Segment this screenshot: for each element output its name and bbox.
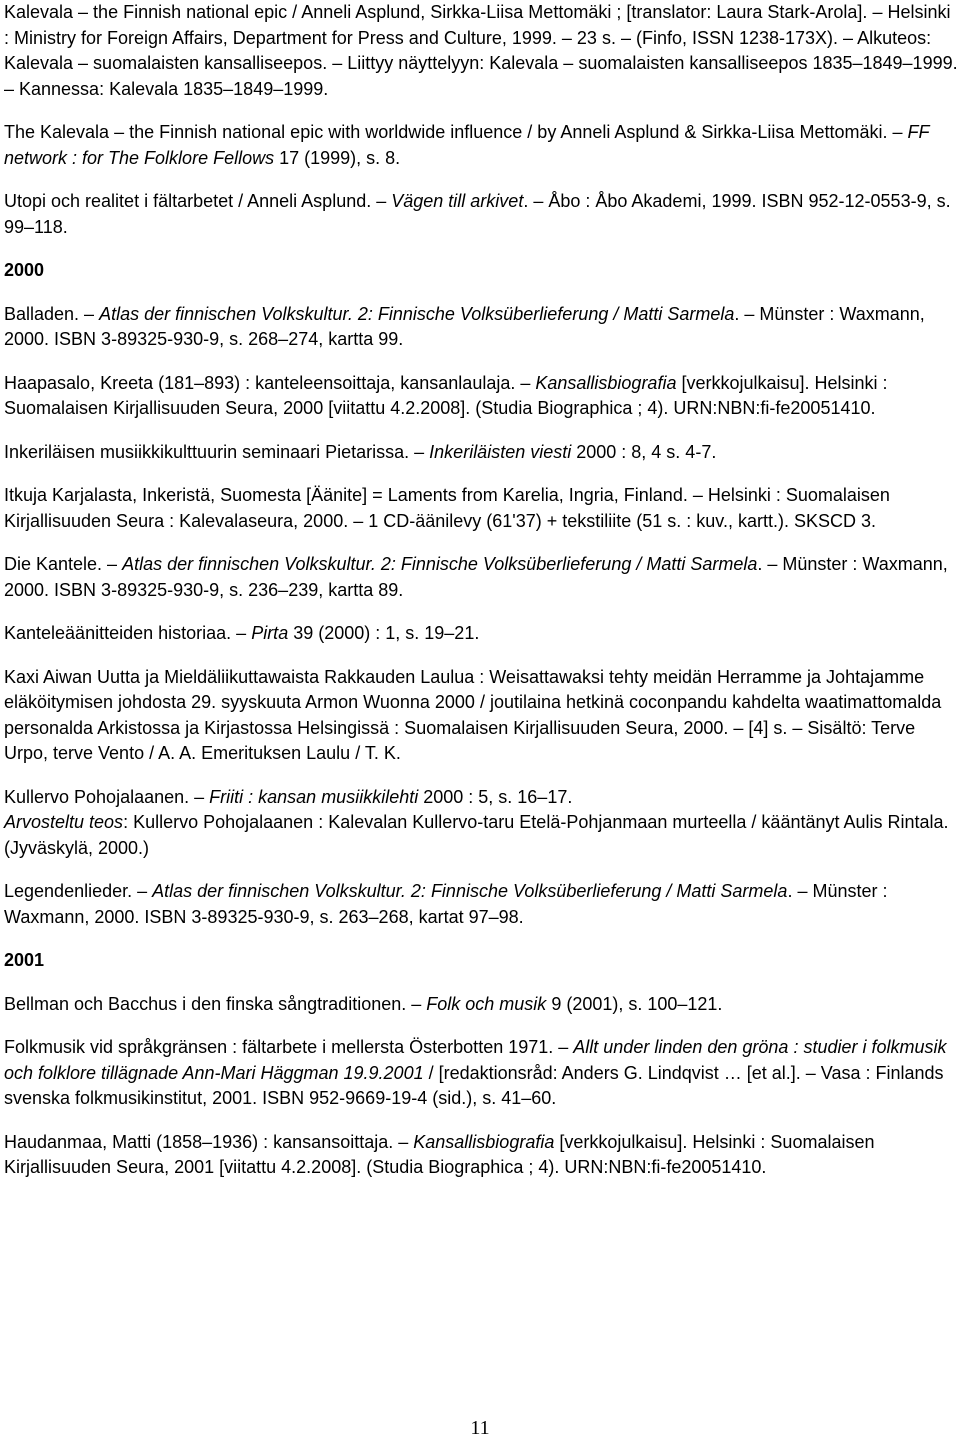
entry-title-italic: Allt under linden den gröna : studier i folkmusik och folklore tillägnade Ann-Mari Häggman 19.9.2001 (4, 1037, 947, 1083)
bibliography-entry (4, 621, 958, 647)
entry-spacer (4, 465, 958, 483)
entry-spacer (4, 422, 958, 440)
entry-title-italic: Atlas der finnischen Volkskultur. 2: Finnische Volksüberlieferung / Matti Sarmela (152, 881, 788, 901)
bibliography-list (4, 0, 958, 1181)
entry-title-italic: Friiti : kansan musiikkilehti (209, 786, 419, 807)
entry-spacer (4, 240, 958, 258)
bibliography-page (4, 0, 958, 1181)
entry-text: Die Kantele. – (4, 554, 123, 574)
year-heading: 2000 (4, 260, 45, 280)
entry-text: Utopi och realitet i fältarbetet / Anneli Asplund. – (4, 191, 392, 211)
entry-text: [verkkojulkaisu]. Helsinki : Suomalaisen Kirjallisuuden Seura, 2000 [viitattu 4.2.2008]. (Studia Biographica ; 4). URN:NBN:fi-fe20051410. (4, 372, 888, 418)
bibliography-entry (4, 371, 958, 422)
entry-spacer (4, 1017, 958, 1035)
entry-title-italic: Inkeriläisten viesti (429, 441, 572, 462)
entry-spacer (4, 171, 958, 189)
bibliography-entry (4, 1130, 958, 1181)
entry-text: Haudanmaa, Matti (1858–1936) : kansansoittaja. – (4, 1131, 414, 1152)
entry-title-italic: FF network : for The Folklore Fellows (4, 122, 930, 168)
entry-text: Inkeriläisen musiikkikulttuurin seminaari Pietarissa. – (4, 441, 430, 462)
bibliography-entry (4, 0, 958, 102)
bibliography-entry (4, 1035, 958, 1112)
bibliography-entry (4, 483, 958, 534)
entry-title-italic: Vägen till arkivet (391, 191, 524, 211)
bibliography-entry (4, 189, 958, 240)
entry-text: Kullervo Pohojalaanen. – (4, 786, 210, 807)
entry-title-italic: Kansallisbiografia (413, 1131, 555, 1152)
bibliography-entry (4, 992, 958, 1018)
bibliography-entry (4, 665, 958, 767)
year-heading: 2001 (4, 950, 45, 970)
entry-text: Folkmusik vid språkgränsen : fältarbete i mellersta Österbotten 1971. – (4, 1037, 574, 1057)
entry-text: Legendenlieder. – (4, 881, 153, 901)
entry-spacer (4, 974, 958, 992)
entry-text: 9 (2001), s. 100–121. (546, 993, 723, 1014)
entry-text: : Kullervo Pohojalaanen : Kalevalan Kullervo-taru Etelä-Pohjanmaan murteella / kääntänyt Aulis Rintala. (Jyväskylä, 2000.) (4, 812, 949, 858)
entry-spacer (4, 1112, 958, 1130)
bibliography-entry (4, 440, 958, 466)
entry-text: Itkuja Karjalasta, Inkeristä, Suomesta [Äänite] = Laments from Karelia, Ingria, Finland. – Helsinki : Suomalaisen Kirjallisuuden Seura : Kalevalaseura, 2000. – 1 CD-äänilevy (61'37) + tekstiliite (51 s. : kuv., kartt.). SKSCD 3. (4, 485, 890, 531)
entry-text: . – Åbo : Åbo Akademi, 1999. ISBN 952-12-0553-9, s. 99–118. (4, 191, 951, 237)
entry-spacer (4, 284, 958, 302)
entry-text: / [redaktionsråd: Anders G. Lindqvist … [et al.]. – Vasa : Finlands svenska folkmusikinstitut, 2001. ISBN 952-9669-19-4 (sid.), s. 41–60. (4, 1062, 944, 1108)
entry-text: 2000 : 5, s. 16–17. (418, 786, 573, 807)
entry-spacer (4, 647, 958, 665)
entry-text: 39 (2000) : 1, s. 19–21. (288, 623, 480, 643)
bibliography-entry (4, 120, 958, 171)
bibliography-entry (4, 879, 958, 930)
entry-text: . – Münster : Waxmann, 2000. ISBN 3-89325-930-9, s. 268–274, kartta 99. (4, 303, 925, 349)
entry-text: Balladen. – (4, 303, 100, 324)
bibliography-entry (4, 552, 958, 603)
entry-text: . – Münster : Waxmann, 2000. ISBN 3-89325-930-9, s. 263–268, kartat 97–98. (4, 881, 888, 927)
entry-spacer (4, 603, 958, 621)
entry-spacer (4, 930, 958, 948)
entry-text: 17 (1999), s. 8. (274, 147, 401, 168)
entry-title-italic: Kansallisbiografia (535, 372, 677, 393)
entry-title-italic: Folk och musik (426, 993, 547, 1014)
entry-text: . – Münster : Waxmann, 2000. ISBN 3-89325-930-9, s. 236–239, kartta 89. (4, 554, 948, 600)
entry-spacer (4, 861, 958, 879)
entry-spacer (4, 534, 958, 552)
entry-title-italic: Atlas der finnischen Volkskultur. 2: Finnische Volksüberlieferung / Matti Sarmela (99, 303, 735, 324)
bibliography-entry (4, 302, 958, 353)
entry-text: Kalevala – the Finnish national epic / Anneli Asplund, Sirkka-Liisa Mettomäki ; [translator: Laura Stark-Arola]. – Helsinki : Ministry for Foreign Affairs, Department for Press and Culture, 1999. – 23 s. – (Finfo, ISSN 1238-173X). – Alkuteos: Kalevala – suomalaisten kansalliseepos. – Liittyy näyttelyyn: Kalevala – suomalaisten kansalliseepos 1835–1849–1999. – Kannessa: Kalevala 1835–1849–1999. (4, 2, 958, 99)
entry-text: The Kalevala – the Finnish national epic with worldwide influence / by Anneli Asplund & Sirkka-Liisa Mettomäki. – (4, 122, 908, 142)
bibliography-entry (4, 785, 958, 862)
entry-spacer (4, 353, 958, 371)
entry-spacer (4, 767, 958, 785)
entry-text: [verkkojulkaisu]. Helsinki : Suomalaisen Kirjallisuuden Seura, 2001 [viitattu 4.2.2008]. (Studia Biographica ; 4). URN:NBN:fi-fe20051410. (4, 1131, 875, 1177)
entry-spacer (4, 102, 958, 120)
entry-text: Kaxi Aiwan Uutta ja Mieldäliikuttawaista Rakkauden Laulua : Weisattawaksi tehty meidän Herramme ja Johtajamme eläköitymisen johdosta 29. syyskuuta Armon Wuonna 2000 / joutilaina hetkinä coconpandu kahdelta waatimattomalda personalda Arkistossa ja Kirjastossa Helsingissä : Suomalaisen Kirjallisuuden Seura, 2000. – [4] s. – Sisältö: Terve Urpo, terve Vento / A. A. Emerituksen Laulu / T. K. (4, 666, 942, 763)
entry-text: Haapasalo, Kreeta (181–893) : kanteleensoittaja, kansanlaulaja. – (4, 372, 536, 393)
page-number: 11 (470, 1417, 490, 1439)
entry-title-italic: Atlas der finnischen Volkskultur. 2: Finnische Volksüberlieferung / Matti Sarmela (122, 554, 758, 574)
entry-title-italic: Arvosteltu teos (4, 812, 124, 832)
entry-text: Kanteleäänitteiden historiaa. – (4, 623, 252, 643)
entry-text: Bellman och Bacchus i den finska sångtraditionen. – (4, 993, 427, 1014)
entry-text: 2000 : 8, 4 s. 4-7. (571, 441, 717, 462)
entry-title-italic: Pirta (251, 623, 289, 643)
